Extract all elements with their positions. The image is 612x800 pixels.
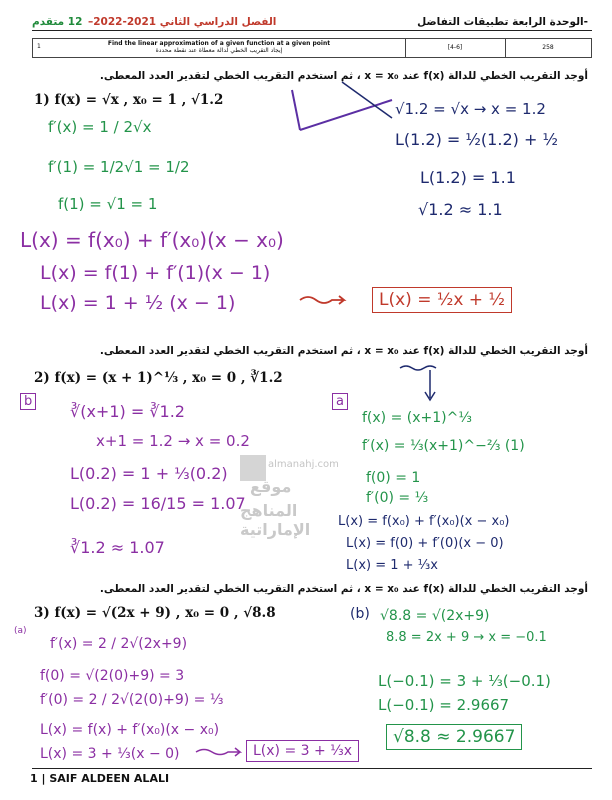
q3-left-2: f(0) = √(2(0)+9) = 3 <box>40 668 185 684</box>
q3-left-4: L(x) = f(x) + f′(x₀)(x − x₀) <box>40 722 220 738</box>
q3-right-1: √8.8 = √(2x+9) <box>380 608 490 624</box>
footer-author: 1 | SAIF ALDEEN ALALI <box>30 772 170 785</box>
q2-instruction: أوجد التقريب الخطي للدالة f(x) عند x = x₀ ، ثم استخدم التقريب الخطي لتقدير العدد المعطى. <box>99 345 588 357</box>
q1-f-at-1: f(1) = √1 = 1 <box>58 195 158 213</box>
q1-step-1: L(x) = f(1) + f′(1)(x − 1) <box>40 262 271 284</box>
q1-right-4: √1.2 ≈ 1.1 <box>418 200 503 219</box>
table-num: 1 <box>37 43 41 50</box>
q3-left-5: L(x) = 3 + ⅓(x − 0) <box>40 746 180 762</box>
q1-formula: L(x) = f(x₀) + f′(x₀)(x − x₀) <box>20 228 284 252</box>
q2-left-5: ∛1.2 ≈ 1.07 <box>70 538 165 557</box>
table-section: [4-6] <box>405 39 506 57</box>
q2-right-2: f′(x) = ⅓(x+1)^−⅔ (1) <box>362 438 525 454</box>
watermark-w2: المناهج الإماراتية <box>240 501 311 539</box>
q3-question: 3) f(x) = √(2x + 9) , x₀ = 0 , √8.8 <box>34 605 276 621</box>
q3-answer-box: L(x) = 3 + ⅓x <box>246 740 359 762</box>
watermark-w1: موقع <box>250 477 292 496</box>
q3-right-4: L(−0.1) = 2.9667 <box>378 696 510 714</box>
q2-left-3: L(0.2) = 1 + ⅓(0.2) <box>70 464 228 483</box>
q2-right-5: L(x) = f(x₀) + f′(x₀)(x − x₀) <box>338 514 510 529</box>
q1-question: 1) f(x) = √x , x₀ = 1 , √1.2 <box>34 92 224 108</box>
q2-right-7: L(x) = 1 + ⅓x <box>346 558 438 573</box>
q2-right-1: f(x) = (x+1)^⅓ <box>362 410 472 426</box>
q1-right-2: L(1.2) = ½(1.2) + ½ <box>395 130 558 149</box>
q2-part-a-label: a <box>332 393 348 410</box>
q1-answer-box: L(x) = ½x + ½ <box>372 287 512 313</box>
q3-part-b-label: (b) <box>350 606 370 622</box>
q2-right-6: L(x) = f(0) + f′(0)(x − 0) <box>346 536 504 551</box>
q1-instruction: أوجد التقريب الخطي للدالة f(x) عند x = x₀ ، ثم استخدم التقريب الخطي لتقدير العدد المعطى. <box>99 70 588 82</box>
q3-left-3: f′(0) = 2 / 2√(2(0)+9) = ⅓ <box>40 692 224 708</box>
header-term: الفصل الدراسي الثاني 2021-2022– <box>88 16 277 28</box>
table-title-en: Find the linear approximation of a given function at a given point <box>107 40 331 47</box>
q3-right-3: L(−0.1) = 3 + ⅓(−0.1) <box>378 672 551 690</box>
q2-left-4: L(0.2) = 16/15 = 1.07 <box>70 494 246 513</box>
q2-question: 2) f(x) = (x + 1)^⅓ , x₀ = 0 , ∛1.2 <box>34 370 283 386</box>
q3-final-box: √8.8 ≈ 2.9667 <box>386 724 522 750</box>
q1-deriv-at-1: f′(1) = 1/2√1 = 1/2 <box>48 158 190 176</box>
table-page: 258 <box>542 44 554 51</box>
q2-right-3: f(0) = 1 <box>366 470 421 486</box>
squiggle-arrow <box>196 748 240 756</box>
q2-part-b-label: b <box>20 393 36 410</box>
q2-right-4: f′(0) = ⅓ <box>366 490 429 506</box>
q3-left-1: f′(x) = 2 / 2√(2x+9) <box>50 636 188 652</box>
q2-left-1: ∛(x+1) = ∛1.2 <box>70 402 185 421</box>
footer-rule <box>32 768 592 769</box>
header-grade: 12 متقدم <box>32 16 83 28</box>
q3-part-a-label: (a) <box>14 626 27 636</box>
q1-step-2: L(x) = 1 + ½ (x − 1) <box>40 292 236 314</box>
q2-left-2: x+1 = 1.2 → x = 0.2 <box>96 432 250 450</box>
header-unit: -الوحدة الرابعة تطبيقات التفاضل <box>417 16 588 28</box>
q3-right-2: 8.8 = 2x + 9 → x = −0.1 <box>386 630 547 645</box>
table-title-ar: إيجاد التقريب الخطي لدالة معطاة عند نقطة محددة <box>155 47 283 54</box>
q1-deriv: f′(x) = 1 / 2√x <box>48 118 152 136</box>
q1-right-1: √1.2 = √x → x = 1.2 <box>395 100 546 118</box>
q3-instruction: أوجد التقريب الخطي للدالة f(x) عند x = x₀ ، ثم استخدم التقريب الخطي لتقدير العدد المعطى. <box>99 583 588 595</box>
q1-right-3: L(1.2) = 1.1 <box>420 168 516 187</box>
watermark-site: almanahj.com <box>268 459 339 470</box>
